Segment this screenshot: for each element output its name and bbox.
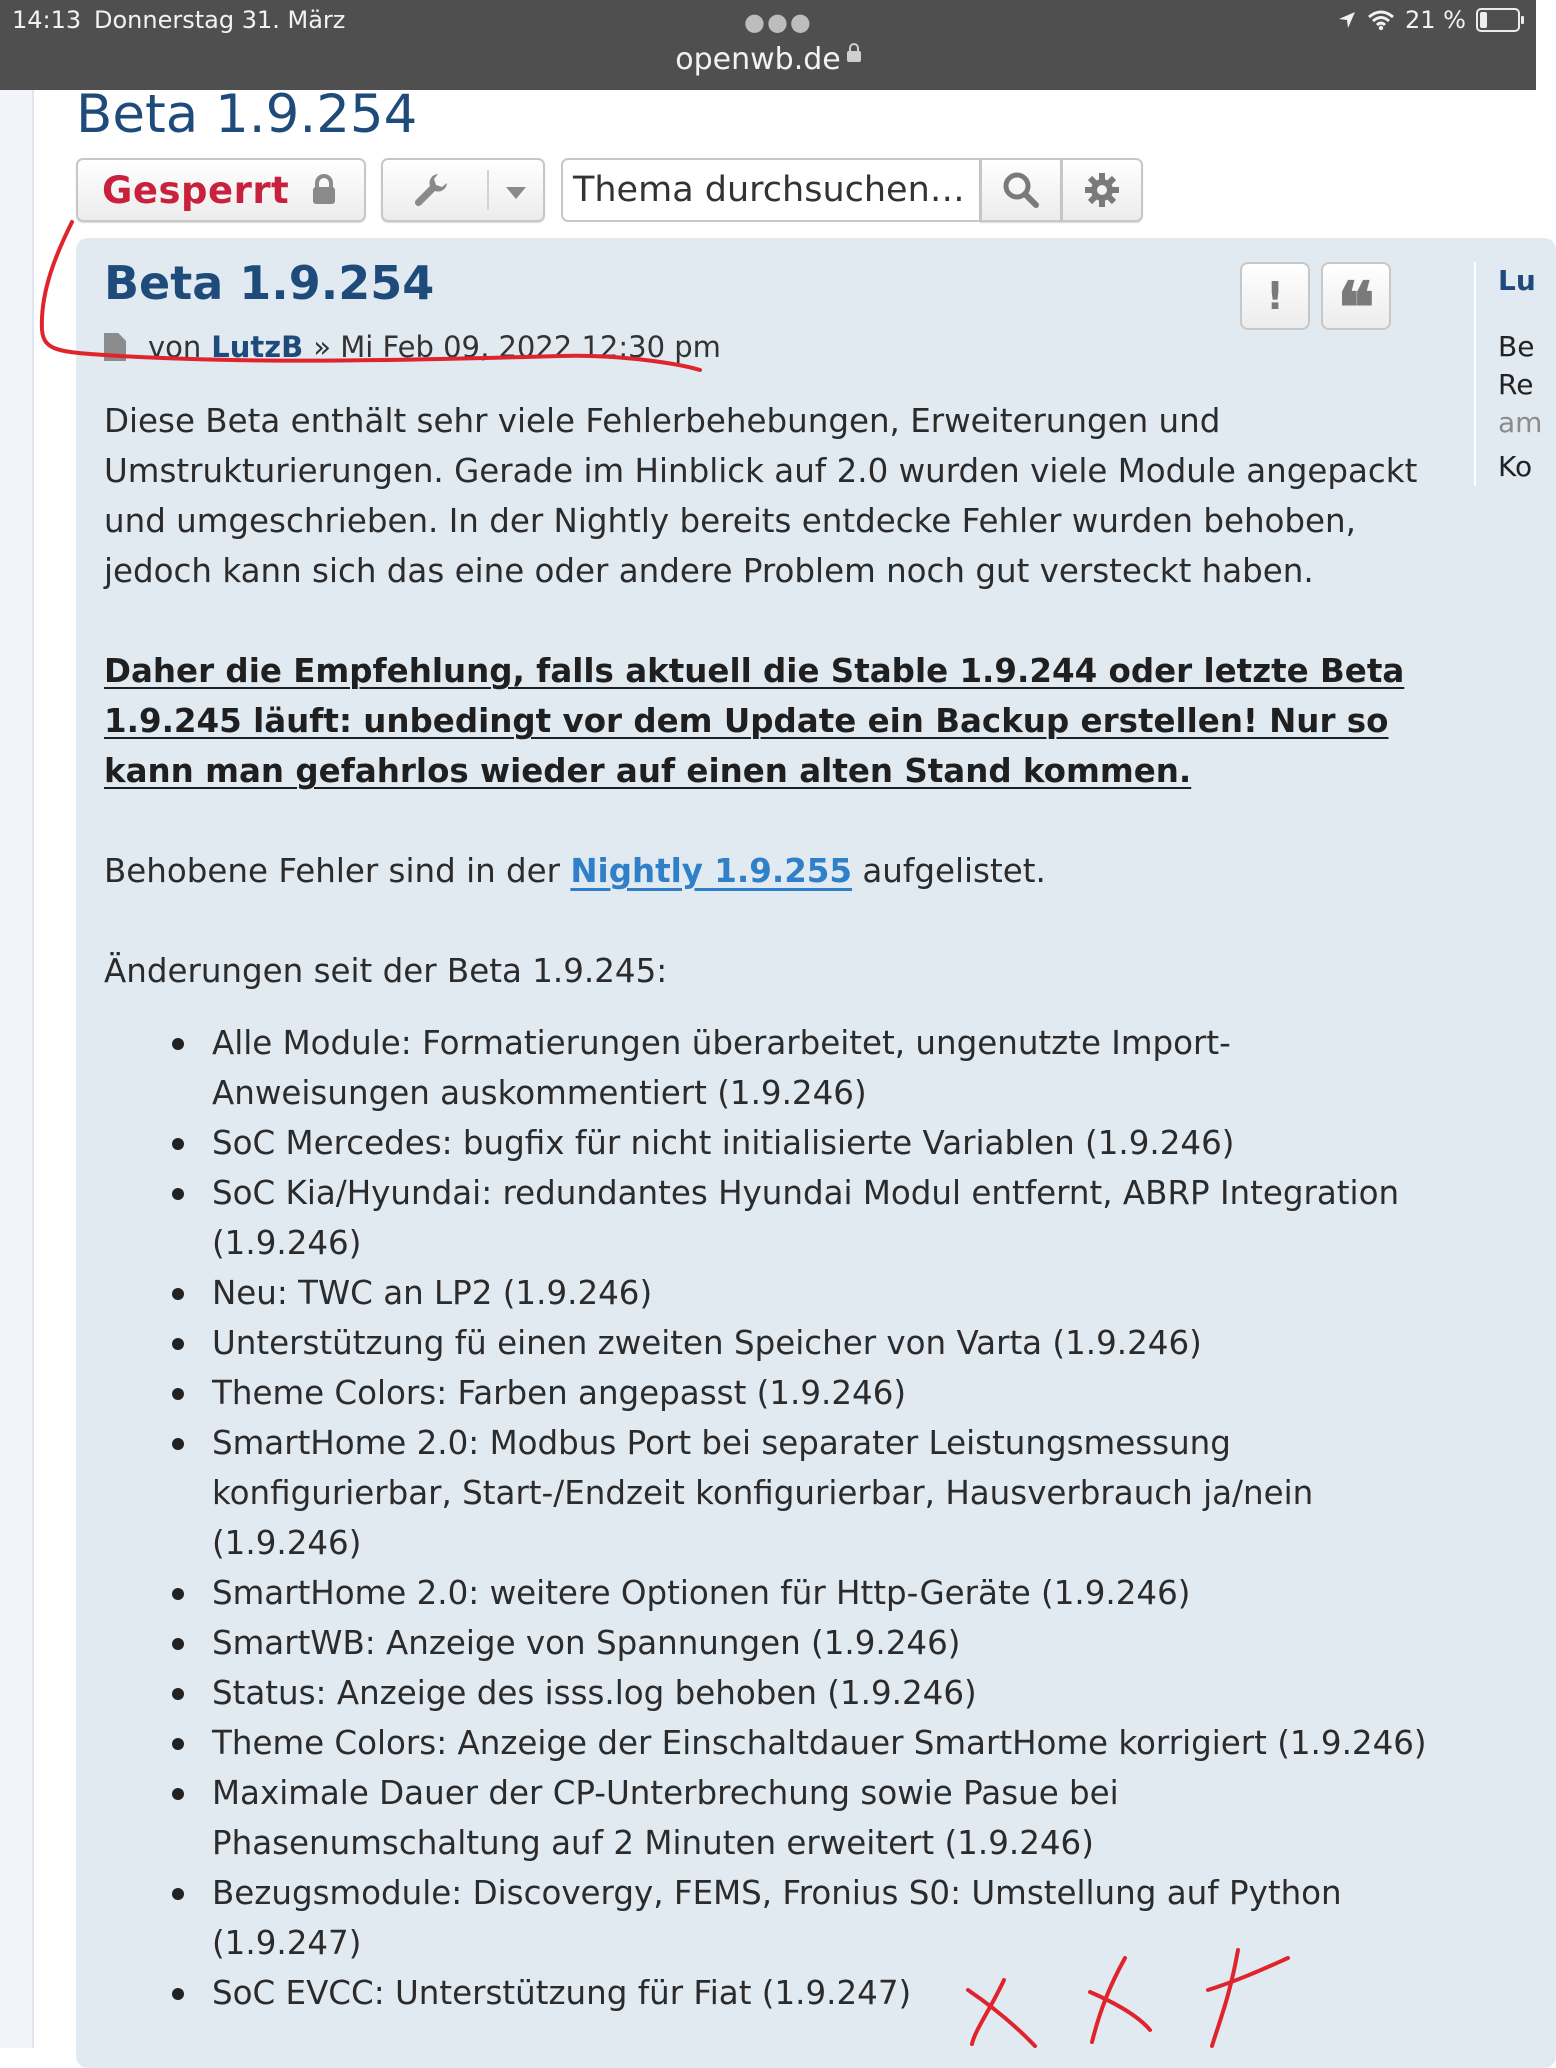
- url-text: openwb.de: [675, 42, 841, 77]
- status-right: [1337, 6, 1520, 34]
- locked-label: Gesperrt: [102, 168, 290, 212]
- status-time: 14:13: [12, 6, 82, 34]
- list-item: SoC Kia/Hyundai: redundantes Hyundai Modul entfernt, ABRP Integration (1.9.246): [212, 1168, 1434, 1268]
- location-arrow-icon: [1337, 10, 1357, 30]
- fixed-suffix: aufgelistet.: [862, 852, 1046, 890]
- wrench-icon: [411, 170, 451, 210]
- list-item: Unterstützung fü einen zweiten Speicher von Varta (1.9.246): [212, 1318, 1434, 1368]
- post-meta: [104, 330, 721, 364]
- profile-line: Be: [1498, 330, 1535, 363]
- search-placeholder: Thema durchsuchen…: [573, 170, 965, 210]
- list-item: SmartHome 2.0: Modbus Port bei separater Leistungsmessung konfigurierbar, Start-/Endzeit konfigurierbar, Hausverbrauch ja/nein (1.9.246): [212, 1418, 1434, 1568]
- status-date: Donnerstag 31. März: [94, 6, 346, 34]
- address-bar[interactable]: [0, 42, 1536, 77]
- post-warning: Daher die Empfehlung, falls aktuell die Stable 1.9.244 oder letzte Beta 1.9.245 läuft: unbedingt vor dem Update ein Backup erstellen! Nur so kann man gefahrlos wieder auf einen alten Stand kommen.: [104, 652, 1405, 790]
- post-intro: Diese Beta enthält sehr viele Fehlerbehebungen, Erweiterungen und Umstrukturierungen. Gerade im Hinblick auf 2.0 wurden viele Module angepackt und umgeschrieben. In der Nightly bereits entdecke Fehler wurden behoben, jedoch kann sich das eine oder andere Problem noch gut versteckt haben.: [104, 402, 1418, 590]
- list-item: Maximale Dauer der CP-Unterbrechung sowie Pasue bei Phasenumschaltung auf 2 Minuten erweitert (1.9.246): [212, 1768, 1434, 1868]
- post-fixed-line: [104, 846, 1434, 896]
- post-date: » Mi Feb 09, 2022 12:30 pm: [313, 330, 721, 364]
- report-button[interactable]: [1240, 262, 1310, 330]
- changes-heading: Änderungen seit der Beta 1.9.245:: [104, 952, 668, 990]
- list-item: Neu: TWC an LP2 (1.9.246): [212, 1268, 1434, 1318]
- report-icon: !: [1266, 274, 1284, 318]
- post-title[interactable]: Beta 1.9.254: [104, 256, 435, 310]
- list-item: Status: Anzeige des isss.log behoben (1.9.246): [212, 1668, 1434, 1718]
- caret-down-icon: [505, 186, 527, 200]
- search-icon: [1001, 170, 1041, 210]
- profile-line: Ko: [1498, 450, 1533, 483]
- left-gutter: [0, 90, 34, 2048]
- multitask-dots-icon[interactable]: ●●●: [744, 8, 813, 36]
- document-icon[interactable]: [104, 333, 126, 361]
- quote-icon: ❝: [1337, 266, 1375, 349]
- profile-username[interactable]: Lu: [1498, 264, 1536, 297]
- list-item: Alle Module: Formatierungen überarbeitet, ungenutzte Import-Anweisungen auskommentiert (1.9.246): [212, 1018, 1434, 1118]
- topic-tools-button[interactable]: [381, 158, 545, 222]
- topic-title[interactable]: Beta 1.9.254: [76, 84, 418, 145]
- list-item: SmartHome 2.0: weitere Optionen für Http-Geräte (1.9.246): [212, 1568, 1434, 1618]
- status-bar: [0, 0, 1536, 90]
- gear-icon: [1084, 172, 1120, 208]
- battery-icon: [1476, 8, 1520, 32]
- fixed-prefix: Behobene Fehler sind in der: [104, 852, 561, 890]
- list-item: Theme Colors: Farben angepasst (1.9.246): [212, 1368, 1434, 1418]
- list-item: Bezugsmodule: Discovergy, FEMS, Fronius S0: Umstellung auf Python (1.9.247): [212, 1868, 1434, 1968]
- lock-icon: [847, 51, 861, 62]
- changes-list: [104, 1018, 1434, 2018]
- locked-button[interactable]: [76, 158, 366, 222]
- battery-percent: 21 %: [1405, 6, 1466, 34]
- nightly-link[interactable]: Nightly 1.9.255: [570, 852, 853, 890]
- search-button[interactable]: [980, 158, 1062, 222]
- list-item: SoC EVCC: Unterstützung für Fiat (1.9.247): [212, 1968, 1434, 2018]
- post-content: [104, 396, 1434, 2018]
- topic-search-input[interactable]: [561, 158, 981, 222]
- wifi-icon: [1367, 9, 1395, 31]
- list-item: SmartWB: Anzeige von Spannungen (1.9.246): [212, 1618, 1434, 1668]
- padlock-icon: [311, 174, 337, 206]
- post-author-link[interactable]: LutzB: [211, 330, 304, 364]
- post-profile: [1474, 262, 1542, 486]
- tools-divider: [487, 170, 489, 210]
- advanced-search-button[interactable]: [1061, 158, 1143, 222]
- profile-line: Re: [1498, 368, 1534, 401]
- profile-line: am: [1498, 406, 1543, 439]
- list-item: Theme Colors: Anzeige der Einschaltdauer SmartHome korrigiert (1.9.246): [212, 1718, 1434, 1768]
- post-by: von: [148, 330, 202, 364]
- list-item: SoC Mercedes: bugfix für nicht initialisierte Variablen (1.9.246): [212, 1118, 1434, 1168]
- quote-button[interactable]: [1321, 262, 1391, 349]
